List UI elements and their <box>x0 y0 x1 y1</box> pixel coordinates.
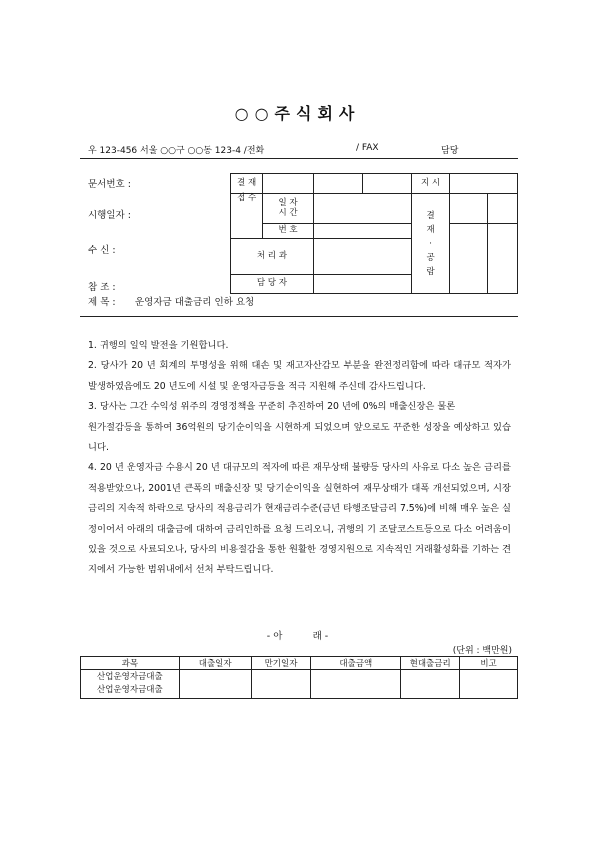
doc-number-label: 문서번호 : <box>88 179 131 190</box>
manager-label: 담당 <box>441 146 459 156</box>
receipt-label: 접 수 <box>231 194 263 239</box>
subject-cell-line: 산업운영자금대출 <box>97 685 163 695</box>
body-paragraph: 3. 당사는 그간 수익성 위주의 경영정책을 꾸준히 추진하여 20 년에 0%의 매출신장은 물론 <box>88 401 456 413</box>
table-header: 현대출금리 <box>401 657 460 670</box>
approval-cell <box>313 174 362 194</box>
body-paragraph: 2. 당사가 20 년 회계의 투명성을 위해 대손 및 재고자산감모 부분을 완전정리함에 따라 대규모 적자가 발생하였음에도 20 년도에 시설 및 운영자금등을 적극 지원해 주신데 감사드립니다. <box>88 360 511 392</box>
body-paragraph: 1. 귀행의 일익 발전을 기원합니다. <box>88 340 229 351</box>
manager-sign-cell <box>313 275 411 294</box>
address-line: 우 123-456 서울 ○○구 ○○동 123-4 /전화 <box>88 146 265 156</box>
body-rule <box>80 316 518 317</box>
subject-label: 제 목 : <box>88 297 116 308</box>
fax-label: / FAX <box>356 143 379 153</box>
table-row <box>81 670 518 699</box>
body-paragraph: 원가절감등을 통하여 36억원의 당기순이익을 시현하게 되었으며 앞으로도 꾸준한 성장을 예상하고 있습니다. <box>88 421 511 454</box>
dept-label: 처 리 과 <box>231 239 314 275</box>
note-cell <box>460 670 518 699</box>
number-label: 번 호 <box>263 224 314 239</box>
review-cell <box>488 194 518 224</box>
number-cell <box>313 224 411 239</box>
body-paragraph: 4. 20 년 운영자금 수용시 20 년 대규모의 적자에 따른 재무상태 불량등 당사의 사유로 다소 높은 금리를 적용받았으나, 2001년 큰폭의 매출신장 및 당기순이익을 실현하여 재무상태가 대폭 개선되었으며, 시장금리의 지속적 하락으로 당사의 적용금리가 현재금리수준(금년 타행조달금리 7.5%)에 비해 매우 높은 실정이어서 아래의 대출금에 대하여 금리인하를 요청 드리오니, 귀행의 기 조달코스트등으로 다소 어려움이 있을 것으로 사료되오나, 당사의 비용절감을 통한 원활한 경영지원으로 지속적인 거래활성화를 기하는 견지에서 가능한 범위내에서 선처 부탁드립니다. <box>88 462 511 576</box>
recipient-label: 수 신 : <box>88 245 116 256</box>
table-header: 대출금액 <box>311 657 401 670</box>
approval-label: 결 재 <box>231 174 263 194</box>
review-cell <box>488 224 518 294</box>
subject-value: 운영자금 대출금리 인하 요청 <box>135 297 255 308</box>
review-cell <box>450 194 488 224</box>
instruction-cell <box>450 174 518 194</box>
date-time-label: 일 자 시 간 <box>263 194 314 224</box>
date-label: 시행일자 : <box>88 210 131 221</box>
reference-label: 참 조 : <box>88 282 116 293</box>
rate-cell <box>401 670 460 699</box>
amount-cell <box>311 670 401 699</box>
company-title: ○○주식회사 <box>234 104 361 123</box>
instruction-label: 지 시 <box>411 174 450 194</box>
review-label: 결 재 · 공 람 <box>411 194 450 294</box>
subject-cell-line: 산업운영자금대출 <box>97 672 163 682</box>
dept-cell <box>313 239 411 275</box>
header-rule <box>80 158 518 159</box>
manager-sign-label: 담 당 자 <box>231 275 314 294</box>
approval-cell <box>362 174 411 194</box>
due-date-cell <box>251 670 311 699</box>
table-header: 과목 <box>81 657 180 670</box>
date-time-cell <box>313 194 411 224</box>
below-heading: - 아 래 - <box>266 631 329 642</box>
body-text <box>88 336 511 581</box>
approval-box <box>230 173 518 294</box>
loan-table <box>80 656 518 699</box>
review-cell <box>450 224 488 294</box>
loan-date-cell <box>179 670 251 699</box>
subject-cell <box>81 670 180 699</box>
table-header: 대출일자 <box>179 657 251 670</box>
table-header: 만기일자 <box>251 657 311 670</box>
approval-cell <box>263 174 314 194</box>
unit-label: (단위 : 백만원) <box>452 646 512 656</box>
table-header: 비고 <box>460 657 518 670</box>
